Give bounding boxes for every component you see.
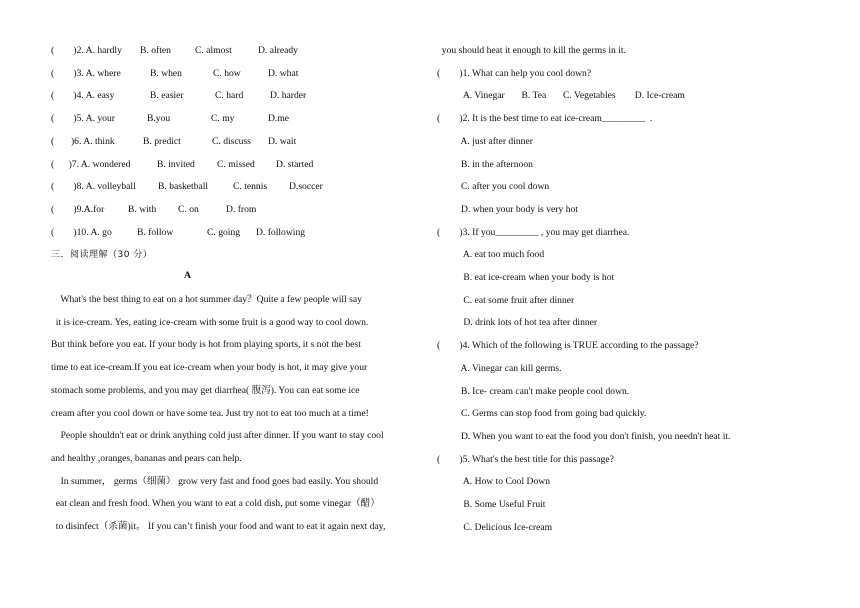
cloze-question-number: ( )7. A. wondered: [51, 158, 131, 170]
cloze-option: B. follow: [137, 226, 174, 238]
section-title: 三．阅读理解（30 分）: [51, 250, 153, 260]
question-line: A. eat too much food: [437, 249, 545, 261]
passage-line: But think before you eat. If your body is hot from playing sports, it s not the best: [51, 339, 361, 351]
passage-label: A: [184, 270, 191, 281]
passage-line: to disinfect（杀菌)it。 If you can’t finish your food and want to eat it again next day,: [51, 521, 386, 532]
question-line: D. when your body is very hot: [437, 203, 578, 215]
question-line: ( )2. It is the best time to eat ice-cream_________ .: [437, 113, 653, 125]
question-line: ( )3. If you_________ , you may get diarrhea.: [437, 226, 630, 238]
question-line: ( )5. What's the best title for this passage?: [437, 453, 614, 465]
cloze-option: C. on: [178, 203, 199, 215]
cloze-option: D. wait: [268, 135, 297, 147]
cloze-option: C. missed: [217, 158, 255, 170]
passage-line: stomach some problems, and you may get diarrhea( 腹泻). You can eat some ice: [51, 384, 360, 396]
cloze-option: B.you: [147, 113, 171, 125]
cloze-option: C. tennis: [233, 181, 268, 193]
cloze-option: B. predict: [143, 135, 181, 147]
cloze-question-number: ( )3. A. where: [51, 67, 121, 79]
question-line: B. in the afternoon: [437, 158, 533, 170]
question-line: B. eat ice-cream when your body is hot: [437, 272, 615, 283]
question-line: D. drink lots of hot tea after dinner: [437, 317, 598, 329]
question-line: B. Ice- cream can't make people cool down.: [437, 385, 630, 397]
cloze-question-number: ( )4. A. easy: [51, 90, 115, 102]
cloze-option: D. from: [226, 203, 257, 215]
passage-line: cream after you cool down or have some tea. Just try not to eat too much at a time!: [51, 407, 369, 419]
question-line: A. just after dinner: [437, 135, 533, 147]
cloze-question-number: ( )6. A. think: [51, 135, 115, 147]
cloze-question-number: ( )2. A. hardly: [51, 45, 122, 56]
question-line: A. Vinegar can kill germs.: [437, 362, 562, 374]
cloze-option: B. invited: [157, 158, 195, 170]
question-line: C. after you cool down: [437, 181, 550, 193]
cloze-option: C. almost: [195, 45, 232, 56]
passage-line: What's the best thing to eat on a hot summer day？Quite a few people will say: [51, 294, 362, 305]
cloze-option: C. how: [213, 67, 241, 79]
question-line: C. Delicious Ice-cream: [437, 521, 553, 533]
question-line: B. Some Useful Fruit: [437, 499, 546, 510]
cloze-option: D. following: [256, 226, 306, 238]
question-line: you should heat it enough to kill the germs in it.: [437, 45, 626, 56]
passage-line: People shouldn't eat or drink anything cold just after dinner. If you want to stay cool: [51, 430, 384, 442]
cloze-question-number: ( )9.A.for: [51, 203, 105, 215]
question-line: A. Vinegar B. Tea C. Vegetables D. Ice-cream: [437, 90, 685, 102]
cloze-option: D. already: [258, 45, 298, 56]
passage-line: it is ice-cream. Yes, eating ice-cream with some fruit is a good way to cool down.: [51, 316, 369, 328]
question-line: C. eat some fruit after dinner: [437, 294, 575, 306]
cloze-option: B. basketball: [158, 181, 209, 193]
cloze-option: C. my: [211, 113, 235, 125]
passage-line: In summer， germs（细菌） grow very fast and food goes bad easily. You should: [51, 475, 379, 487]
cloze-option: D. started: [276, 158, 314, 170]
question-line: A. How to Cool Down: [437, 476, 550, 488]
cloze-option: D.soccer: [289, 181, 323, 193]
question-line: ( )1. What can help you cool down?: [437, 67, 592, 79]
cloze-question-number: ( )10. A. go: [51, 226, 112, 238]
passage-line: eat clean and fresh food. When you want to eat a cold dish, put some vinegar（醋）: [51, 498, 380, 510]
cloze-option: C. discuss: [212, 135, 251, 147]
question-line: D. When you want to eat the food you don't finish, you needn't heat it.: [437, 430, 731, 442]
cloze-option: C. hard: [215, 90, 244, 102]
cloze-option: D. what: [268, 67, 299, 79]
passage-line: time to eat ice-cream.If you eat ice-cream when your body is hot, it may give your: [51, 362, 368, 374]
passage-line: and healthy ,oranges, bananas and pears can help.: [51, 452, 242, 464]
cloze-option: D. harder: [270, 90, 307, 102]
cloze-question-number: ( )8. A. volleyball: [51, 181, 136, 193]
cloze-option: B. often: [140, 45, 171, 56]
question-line: C. Germs can stop food from going bad quickly.: [437, 408, 647, 420]
cloze-option: B. with: [128, 203, 157, 215]
cloze-question-number: ( )5. A. your: [51, 113, 115, 125]
cloze-option: B. when: [150, 67, 182, 79]
cloze-option: C. going: [207, 226, 241, 238]
question-line: ( )4. Which of the following is TRUE according to the passage?: [437, 340, 699, 352]
cloze-option: D.me: [268, 113, 290, 125]
cloze-option: B. easier: [150, 90, 184, 102]
